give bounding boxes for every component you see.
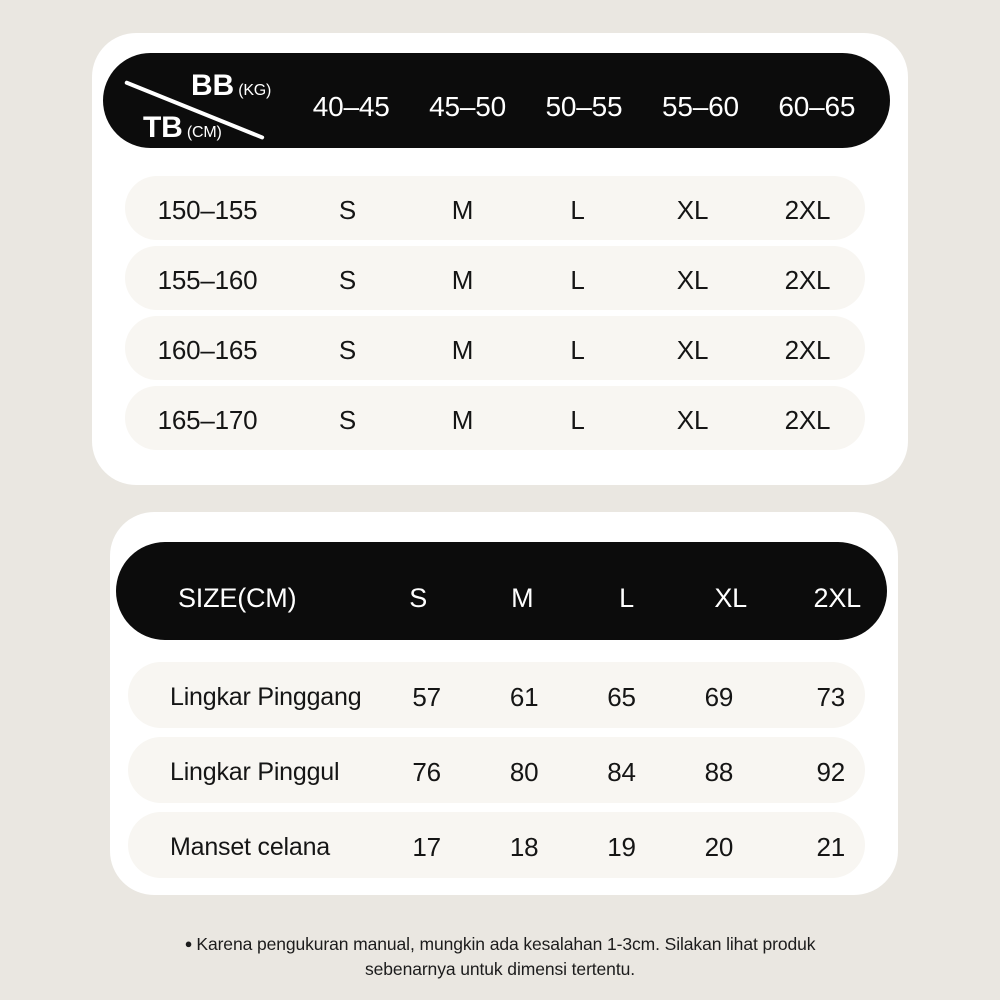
- measurements-header-bar: [116, 542, 887, 640]
- size-column-header: S: [409, 582, 427, 613]
- weight-range-header: 40–45: [312, 90, 390, 122]
- measurement-value: 57: [412, 681, 441, 712]
- height-row: [125, 316, 865, 380]
- height-row: [125, 176, 865, 240]
- measurement-value: 80: [509, 756, 539, 787]
- height-range-label: 160–165: [157, 334, 258, 365]
- size-cell: 2XL: [784, 334, 831, 365]
- height-axis-label: TB (CM): [143, 111, 222, 144]
- weight-range-header: 60–65: [778, 90, 856, 122]
- size-cell: M: [451, 264, 474, 295]
- measurement-value: 65: [607, 681, 636, 712]
- measurement-row: [128, 662, 865, 728]
- height-rows: [125, 176, 865, 456]
- size-cell: XL: [676, 264, 709, 295]
- measurement-value: 21: [816, 831, 845, 862]
- size-cell: M: [451, 404, 474, 435]
- size-cell: L: [570, 194, 585, 225]
- footnote-line1: [0, 933, 1000, 958]
- height-range-label: 165–170: [157, 404, 258, 435]
- size-column-header: 2XL: [813, 582, 861, 613]
- height-weight-size-card: [92, 33, 908, 485]
- size-cell: S: [338, 264, 357, 295]
- measurement-value: 61: [509, 681, 539, 712]
- measurement-label: Lingkar Pinggul: [170, 757, 340, 786]
- size-cell: L: [570, 264, 585, 295]
- footnote: [0, 933, 1000, 981]
- height-row: [125, 386, 865, 450]
- measurement-label: Lingkar Pinggang: [170, 682, 362, 711]
- size-column-header: M: [511, 582, 534, 613]
- size-cell: S: [338, 334, 357, 365]
- measurement-value: 17: [412, 831, 441, 862]
- size-header-label: SIZE(CM): [178, 582, 297, 613]
- size-cell: XL: [676, 334, 709, 365]
- measurement-row: [128, 812, 865, 878]
- size-column-header: XL: [714, 582, 747, 613]
- axis-corner-cell: [103, 53, 293, 148]
- size-cell: M: [451, 194, 474, 225]
- measurement-value: 18: [509, 831, 539, 862]
- measurement-value: 88: [704, 756, 734, 787]
- footnote-line1-text: Karena pengukuran manual, mungkin ada kesalahan 1-3cm. Silakan lihat produk: [196, 934, 816, 954]
- size-cell: 2XL: [784, 404, 831, 435]
- measurement-row: [128, 737, 865, 803]
- measurement-value: 69: [704, 681, 734, 712]
- measurement-label: Manset celana: [170, 832, 330, 861]
- size-cell: XL: [676, 404, 709, 435]
- measurement-value: 92: [816, 756, 845, 787]
- measurement-value: 84: [607, 756, 636, 787]
- measurement-value: 73: [816, 681, 845, 712]
- size-cell: XL: [676, 194, 709, 225]
- weight-range-header: 50–55: [545, 90, 623, 122]
- height-weight-header-bar: [103, 53, 890, 148]
- height-range-label: 155–160: [157, 264, 258, 295]
- footnote-line2: sebenarnya untuk dimensi tertentu.: [365, 958, 635, 979]
- weight-range-header: 45–50: [429, 90, 507, 122]
- weight-axis-label: BB (KG): [191, 69, 272, 102]
- size-cell: L: [570, 404, 585, 435]
- size-cell: S: [338, 194, 357, 225]
- measurement-value: 76: [412, 756, 441, 787]
- height-row: [125, 246, 865, 310]
- measurement-value: 19: [607, 831, 636, 862]
- weight-range-header: 55–60: [661, 90, 739, 122]
- size-cell: S: [338, 404, 357, 435]
- measurements-card: [110, 512, 898, 895]
- height-range-label: 150–155: [157, 194, 258, 225]
- size-cell: L: [570, 334, 585, 365]
- measurement-value: 20: [704, 831, 734, 862]
- size-cell: M: [451, 334, 474, 365]
- bullet-icon: ●: [184, 936, 193, 951]
- size-column-header: L: [619, 582, 634, 613]
- size-cell: 2XL: [784, 264, 831, 295]
- size-cell: 2XL: [784, 194, 831, 225]
- measurement-rows: [128, 662, 865, 887]
